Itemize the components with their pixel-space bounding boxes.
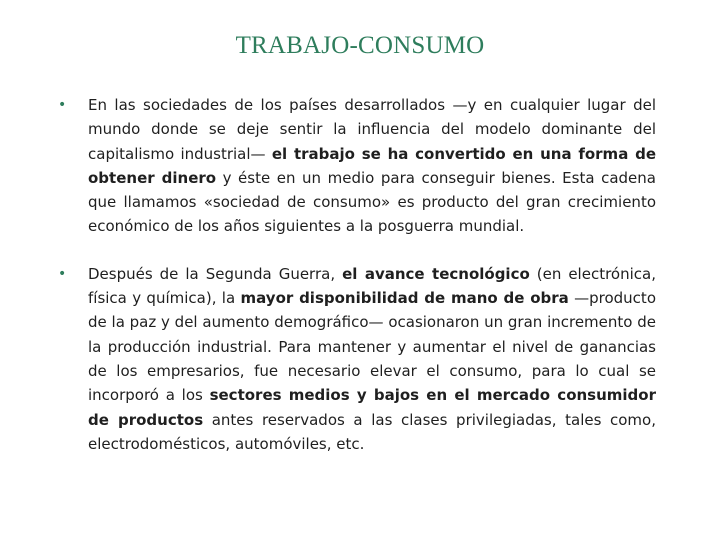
bullet-2-text-1: Después de la Segunda Guerra,: [88, 264, 343, 283]
bullet-1-bold-1: el trabajo se ha convertido en una forma de obtener dinero: [88, 144, 656, 187]
bullet-2-text-3: —producto de la paz y del aumento demográfico— ocasionaron un gran incremento de la producción industrial. Para mantener y aumentar el nivel de ganancias de los empresarios, fue necesario elevar el consumo, para lo cual se incorporó a los: [88, 289, 656, 405]
bullet-item-1: [58, 93, 656, 239]
bullet-1-text-2: y éste en un medio para conseguir bienes. Esta cadena que llamamos «sociedad de consumo» es producto del gran crecimiento económico de los años siguientes a la posguerra mundial.: [88, 168, 656, 236]
bullet-icon: •: [58, 265, 67, 282]
bullet-2-bold-1: el avance tecnológico: [342, 264, 530, 283]
bullet-2-bold-3: sectores medios y bajos en el mercado consumidor de productos: [88, 386, 656, 429]
bullet-2-text-2: (en electrónica, física y química), la: [88, 264, 656, 308]
bullet-list: [58, 93, 656, 456]
bullet-item-2: [58, 262, 656, 456]
bullet-1-text-1: En las sociedades de los países desarrollados —y en cualquier lugar del mundo donde se deje sentir la influencia del modelo dominante del capitalismo industrial—: [88, 96, 656, 163]
bullet-icon: •: [58, 97, 67, 113]
bullet-2-text-4: antes reservados a las clases privilegiadas, tales como, electrodomésticos, automóviles, etc.: [88, 410, 656, 453]
slide-title: TRABAJO-CONSUMO: [235, 32, 485, 59]
bullet-2-bold-2: mayor disponibilidad de mano de obra: [240, 289, 569, 308]
